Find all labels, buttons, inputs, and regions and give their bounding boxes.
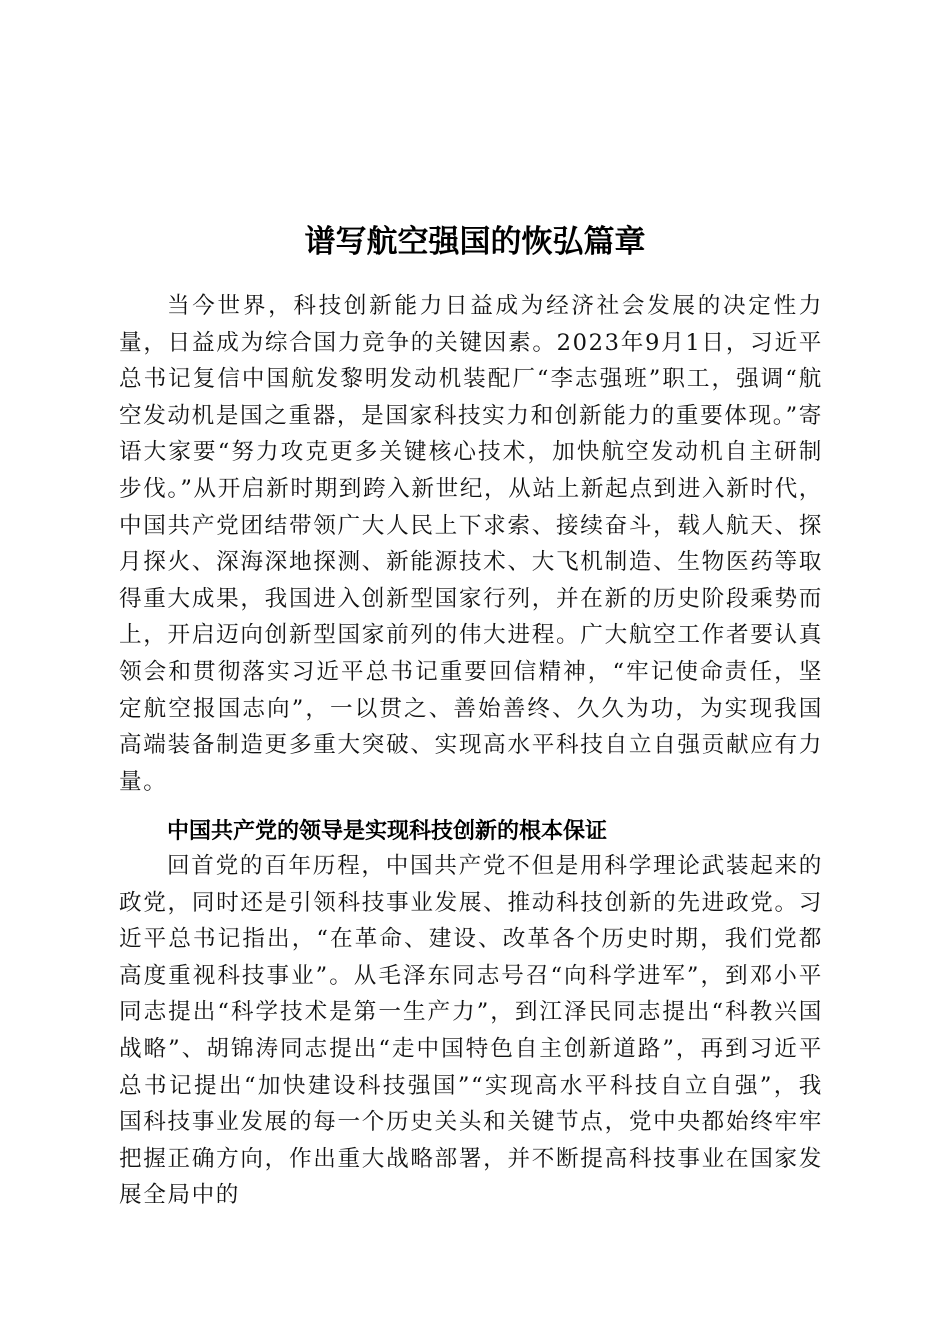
intro-paragraph: 当今世界，科技创新能力日益成为经济社会发展的决定性力量，日益成为综合国力竞争的关键因素。2023年9月1日，习近平总书记复信中国航发黎明发动机装配厂“李志强班”职工，强调“航空发动机是国之重器，是国家科技实力和创新能力的重要体现。”寄语大家要“努力攻克更多关键核心技术，加快航空发动机自主研制步伐。”从开启新时期到跨入新世纪，从站上新起点到进入新时代，中国共产党团结带领广大人民上下求索、接续奋斗，载人航天、探月探火、深海深地探测、新能源技术、大飞机制造、生物医药等取得重大成果，我国进入创新型国家行列，并在新的历史阶段乘势而上，开启迈向创新型国家前列的伟大进程。广大航空工作者要认真领会和贯彻落实习近平总书记重要回信精神，“牢记使命责任，坚定航空报国志向”，一以贯之、善始善终、久久为功，为实现我国高端装备制造更多重大突破、实现高水平科技自立自强贡献应有力量。 bbox=[119, 293, 823, 795]
section-heading: 中国共产党的领导是实现科技创新的根本保证 bbox=[167, 819, 608, 844]
document-title: 谱写航空强国的恢弘篇章 bbox=[304, 223, 646, 260]
section-paragraph: 回首党的百年历程，中国共产党不但是用科学理论武装起来的政党，同时还是引领科技事业发展、推动科技创新的先进政党。习近平总书记指出，“在革命、建设、改革各个历史时期，我们党都高度重视科技事业”。从毛泽东同志号召“向科学进军”，到邓小平同志提出“科学技术是第一生产力”，到江泽民同志提出“科教兴国战略”、胡锦涛同志提出“走中国特色自主创新道路”，再到习近平总书记提出“加快建设科技强国”“实现高水平科技自立自强”，我国科技事业发展的每一个历史关头和关键节点，党中央都始终牢牢把握正确方向，作出重大战略部署，并不断提高科技事业在国家发展全局中的 bbox=[119, 853, 823, 1209]
